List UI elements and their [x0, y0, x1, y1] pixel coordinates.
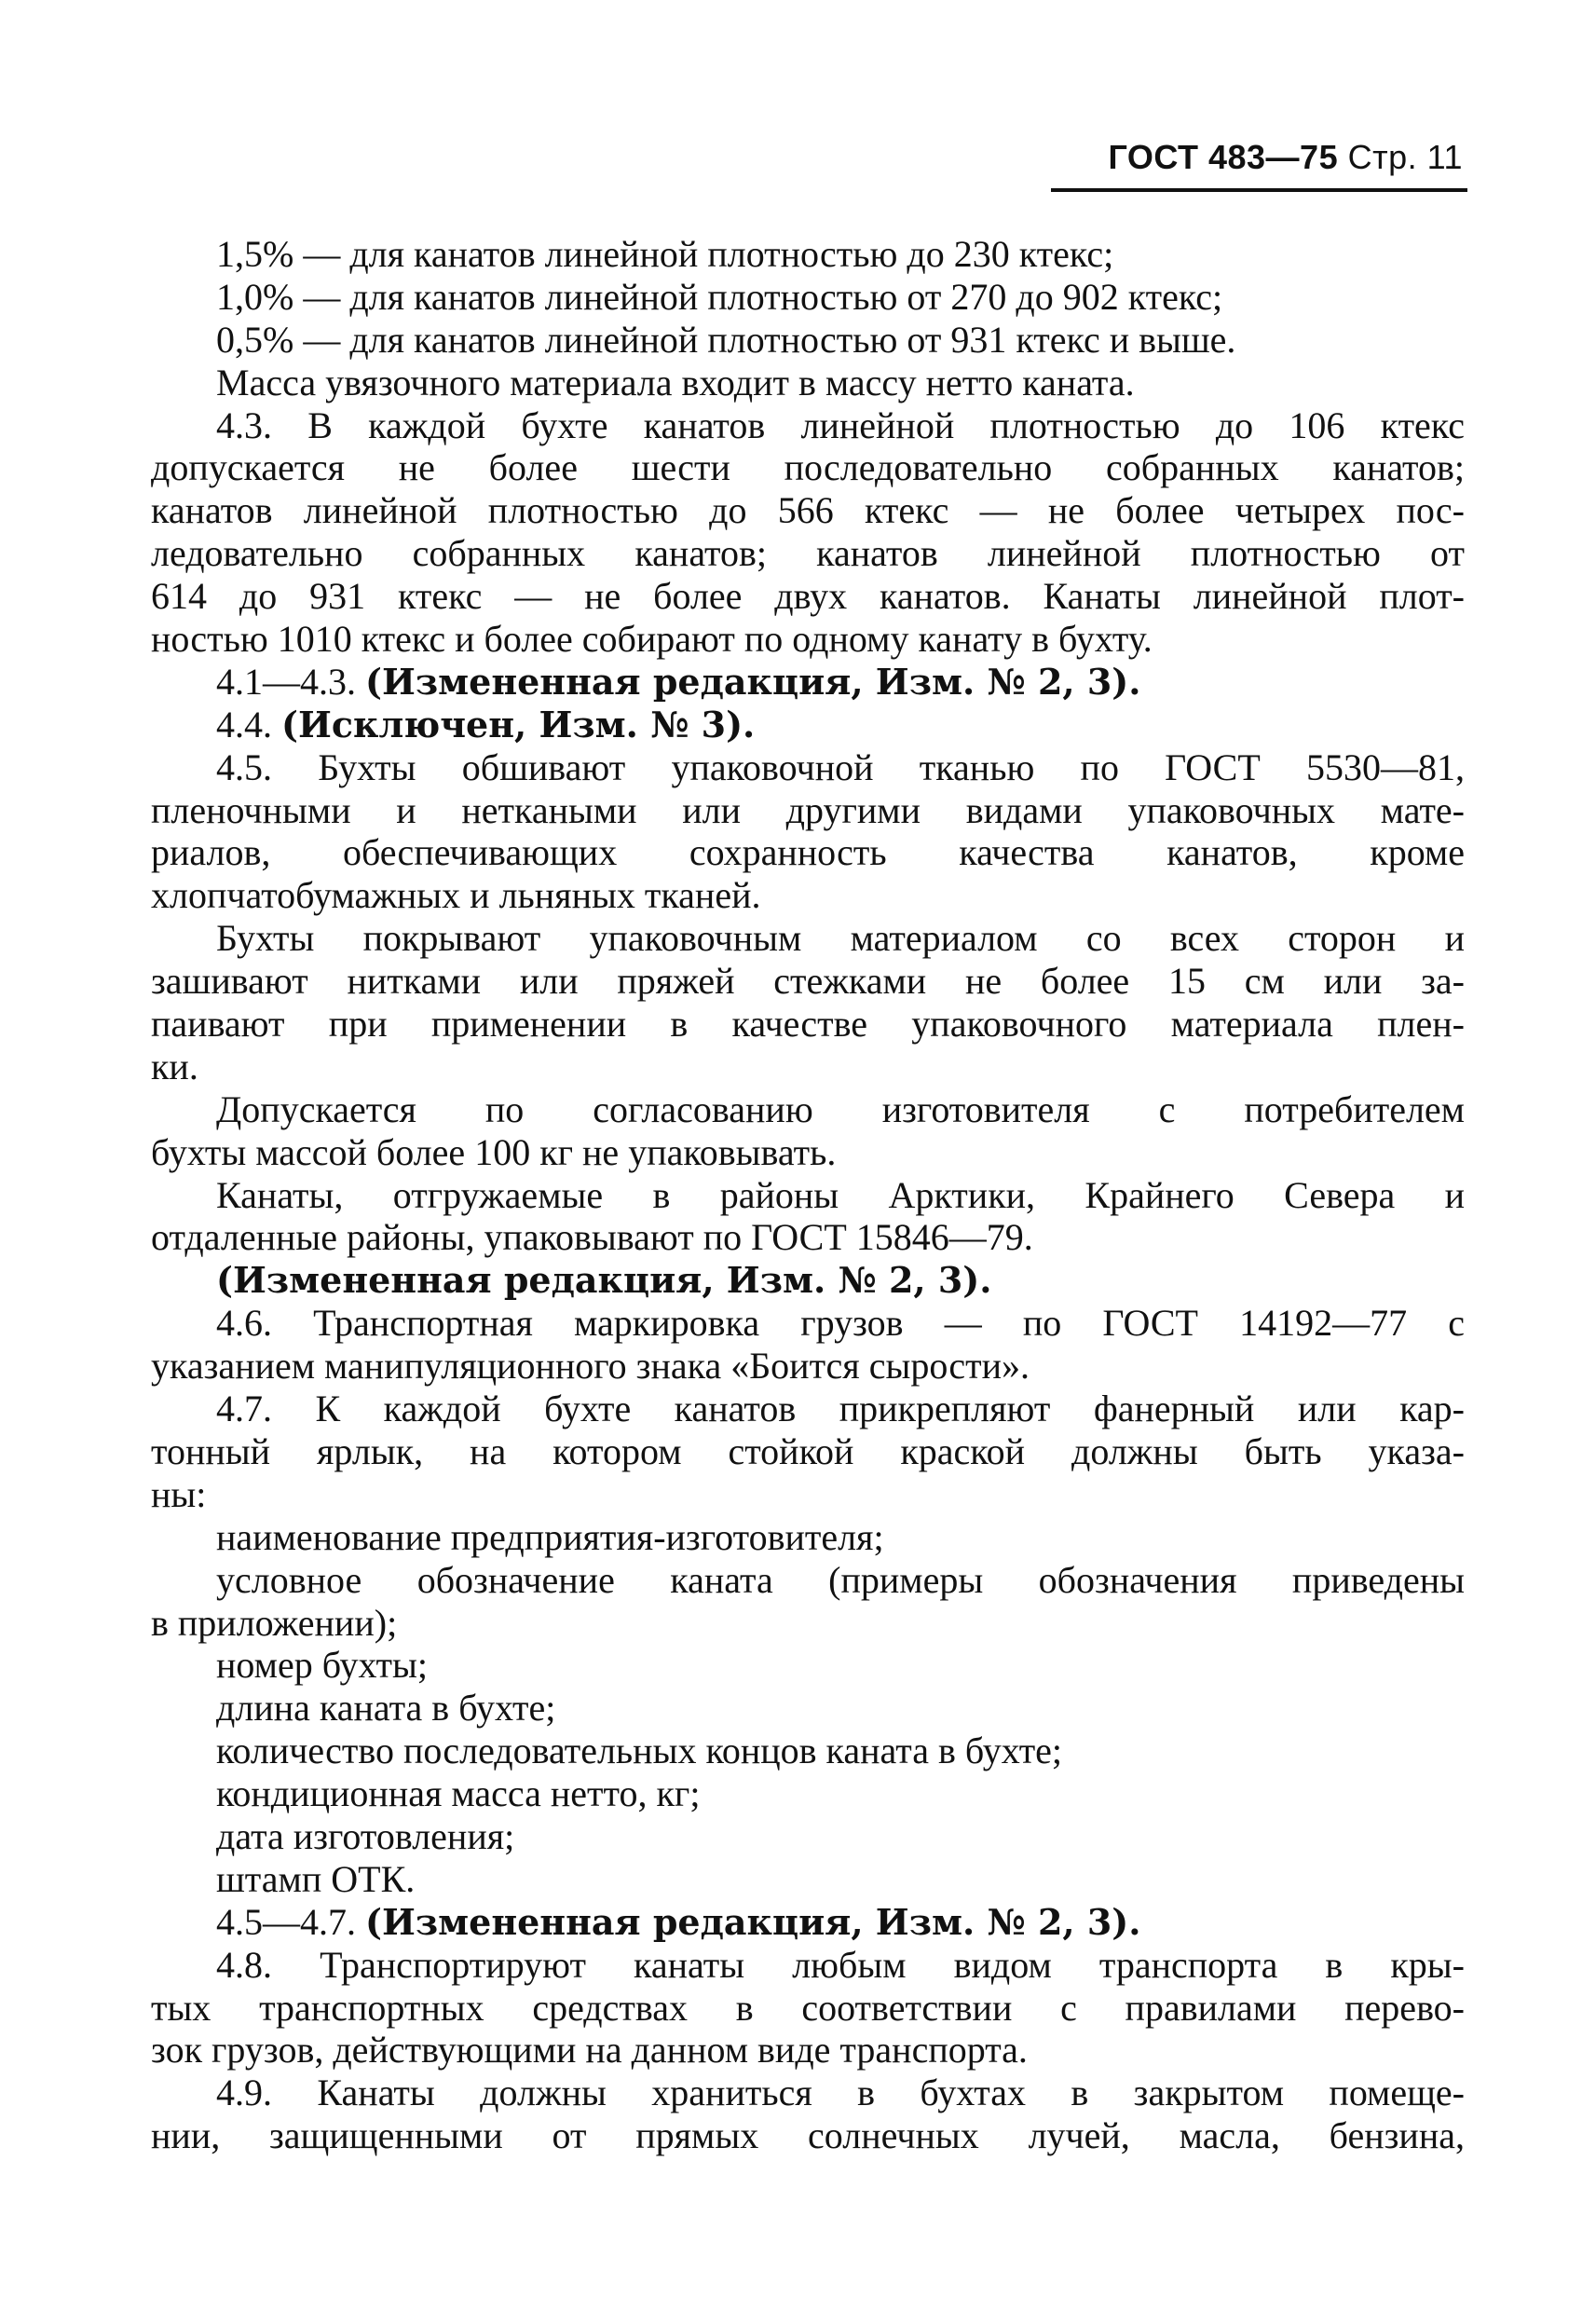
text-line: Канаты, отгружаемые в районы Арктики, Крайнего Севера и: [216, 1173, 1465, 1216]
text-line: кондиционная масса нетто, кг;: [216, 1772, 701, 1815]
text-line: 614 до 931 ктекс — не более двух канатов. Канаты линейной плот-: [151, 575, 1465, 618]
text-line: риалов, обеспечивающих сохранность качества канатов, кроме: [151, 831, 1465, 874]
text-line: зашивают нитками или пряжей стежками не более 15 см или за-: [151, 960, 1465, 1003]
text-line: 4.5. Бухты обшивают упаковочной тканью по ГОСТ 5530—81,: [216, 745, 1465, 788]
page-number: Стр. 11: [1347, 138, 1463, 176]
text-line: 4.5—4.7. (Измененная редакция, Изм. № 2, 3).: [216, 1900, 1141, 1943]
text-line: 4.8. Транспортируют канаты любым видом транспорта в кры-: [216, 1943, 1465, 1986]
standard-number: ГОСТ 483—75: [1108, 138, 1339, 176]
text-line: хлопчатобумажных и льняных тканей.: [151, 874, 761, 917]
body-text: [151, 233, 1465, 2157]
text-line: 4.9. Канаты должны храниться в бухтах в закрытом помеще-: [216, 2072, 1465, 2114]
text-line: количество последовательных концов каната в бухте;: [216, 1730, 1063, 1772]
text-line: штамп ОТК.: [216, 1857, 416, 1900]
text-line: Бухты покрывают упаковочным материалом со всех сторон и: [216, 917, 1465, 960]
text-line: канатов линейной плотностью до 566 ктекс — не более четырех пос-: [151, 489, 1465, 532]
text-line: ностью 1010 ктекс и более собирают по одному канату в бухту.: [151, 618, 1153, 661]
text-line: (Измененная редакция, Изм. № 2, 3).: [216, 1259, 992, 1302]
text-line: 4.4. (Исключен, Изм. № 3).: [216, 703, 756, 745]
text-line: пленочными и неткаными или другими видами упаковочных мате-: [151, 788, 1465, 831]
text-line: 4.1—4.3. (Измененная редакция, Изм. № 2, 3).: [216, 660, 1141, 703]
text-line: ледовательно собранных канатов; канатов линейной плотностью от: [151, 532, 1465, 575]
text-line: ны:: [151, 1472, 207, 1515]
text-line: в приложении);: [151, 1601, 398, 1644]
text-line: 1,0% — для канатов линейной плотностью от 270 до 902 ктекс;: [216, 275, 1223, 318]
text-line: 0,5% — для канатов линейной плотностью от 931 ктекс и выше.: [216, 318, 1236, 361]
text-line: отдаленные районы, упаковывают по ГОСТ 15846—79.: [151, 1216, 1033, 1259]
text-line: Допускается по согласованию изготовителя с потребителем: [216, 1087, 1465, 1130]
text-line: паивают при применении в качестве упаковочного материала плен-: [151, 1003, 1465, 1046]
text-line: зок грузов, действующими на данном виде транспорта.: [151, 2029, 1028, 2072]
text-line: 1,5% — для канатов линейной плотностью до 230 ктекс;: [216, 233, 1114, 275]
text-line: тых транспортных средствах в соответствии с правилами перево-: [151, 1986, 1465, 2029]
amendment-note: (Исключен, Изм. № 3).: [281, 703, 756, 745]
text-line: номер бухты;: [216, 1644, 429, 1687]
text-line: нии, защищенными от прямых солнечных лучей, масла, бензина,: [151, 2114, 1465, 2157]
amendment-note: (Измененная редакция, Изм. № 2, 3).: [365, 1900, 1141, 1943]
text-line: указанием манипуляционного знака «Боится сырости».: [151, 1345, 1030, 1388]
text-line: дата изготовления;: [216, 1814, 515, 1857]
page-header: [1062, 138, 1463, 177]
text-line: 4.6. Транспортная маркировка грузов — по ГОСТ 14192—77 с: [216, 1302, 1465, 1345]
text-line: тонный ярлык, на котором стойкой краской должны быть указа-: [151, 1429, 1465, 1472]
text-line: условное обозначение каната (примеры обозначения приведены: [216, 1558, 1465, 1601]
header-rule: [1051, 188, 1467, 192]
text-line: бухты массой более 100 кг не упаковывать.: [151, 1130, 837, 1173]
text-line: наименование предприятия-изготовителя;: [216, 1515, 884, 1558]
text-line: допускается не более шести последовательно собранных канатов;: [151, 446, 1465, 489]
amendment-note: (Измененная редакция, Изм. № 2, 3).: [365, 660, 1141, 703]
text-line: длина каната в бухте;: [216, 1687, 556, 1730]
text-line: Масса увязочного материала входит в массу нетто каната.: [216, 361, 1135, 403]
text-line: ки.: [151, 1045, 198, 1087]
text-line: 4.3. В каждой бухте канатов линейной плотностью до 106 ктекс: [216, 403, 1465, 446]
text-line: 4.7. К каждой бухте канатов прикрепляют фанерный или кар-: [216, 1388, 1465, 1430]
